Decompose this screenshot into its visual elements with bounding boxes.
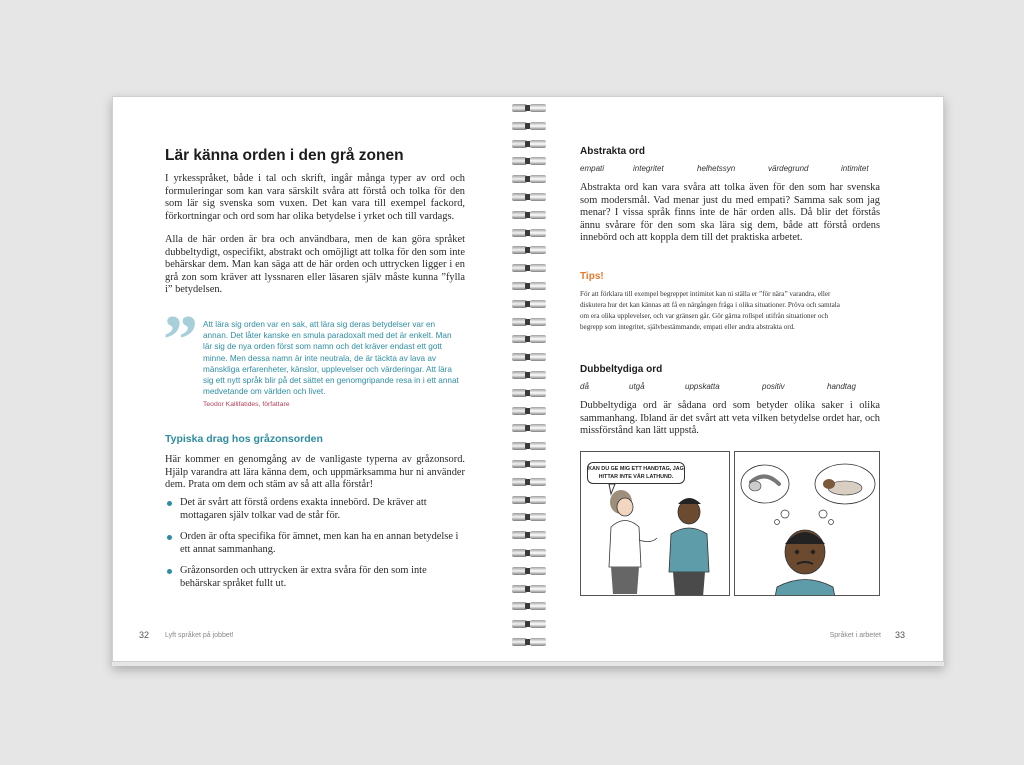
section-paragraph: Här kommer en genomgång av de vanligaste typerna av gråzonsord. Hjälp varandra att lära känna dem, och uppmärksamma hur ni använder dem. Prata om dem och stäm av så att alla förstår!	[165, 454, 465, 491]
abstract-word-list	[580, 164, 880, 176]
spiral-ring	[510, 371, 548, 379]
page-number-right: 33	[894, 630, 905, 640]
tips-heading: Tips!	[580, 271, 604, 282]
comic-panel-2	[734, 451, 880, 596]
spiral-ring	[510, 353, 548, 361]
spiral-ring	[510, 531, 548, 539]
example-word: då	[580, 382, 589, 391]
list-item	[165, 497, 465, 522]
spiral-ring	[510, 602, 548, 610]
quote-text: Att lära sig orden var en sak, att lära sig deras betydelser var en annan. Det låter kanske en smula paradoxalt med det är enkelt. Man lär sig de nya orden först som namn och det kräver endast ett gott minne. Men dessa namn är inte neutrala, de är täckta av lava av mänskliga erfarenheter, känslor, upplevelser och värderingar. Att lära sig ett nytt språk blir på det sättet en genomgripande resa in i ett annat medvetande om världen och livet.	[203, 320, 459, 397]
spiral-ring	[510, 282, 548, 290]
bullet-text: Gråzonsorden och uttrycken är extra svåra för den som inte behärskar språket fullt ut.	[180, 565, 427, 589]
spiral-ring	[510, 211, 548, 219]
example-word: integritet	[633, 164, 664, 173]
example-word: uppskatta	[685, 382, 720, 391]
spiral-ring	[510, 175, 548, 183]
footer-title-right: Språket i arbetet	[829, 632, 881, 639]
abstract-paragraph: Abstrakta ord kan vara svåra att tolka även för den som har svenska som modersmål. Vad menar just du med empati? Samma sak som jag menar? I vissa språk finns inte de här orden alls. Då blir det förstås ännu svårare för den som ska lära sig dem, både att förstå ordens innebörd och att koppla dem till det praktiska arbetet.	[580, 182, 880, 244]
spiral-ring	[510, 496, 548, 504]
example-word: helhetssyn	[697, 164, 736, 173]
intro-paragraph: I yrkesspråket, både i tal och skrift, ingår många typer av ord och formuleringar som kan vara särskilt svåra att förstå och tolka för den som lär sig svenska som vuxen. Det kan vara till exempel fackord, förkortningar och ord som har olika betydelse i yrket och till vardags.	[165, 173, 465, 222]
example-word: positiv	[762, 382, 785, 391]
bullet-text: Det är svårt att förstå ordens exakta innebörd. De kräver att mottagaren själv tolkar vad de står för.	[180, 497, 427, 521]
quote-author: Teodor Kallifatides, författare	[203, 401, 290, 408]
spiral-ring	[510, 229, 548, 237]
tips-text: För att förklara till exempel begreppet intimitet kan ni ställa er ”för nära” varandra, eller diskutera hur det kan kännas att få en närgången fråga i olika situationer. Pröva och samtala om era olika upplevelser, och var gränsen går. Gör gärna rollspel utifrån situationer och begrepp som integritet, självbestämmande, empati eller andra abstrakta ord.	[580, 290, 840, 331]
spiral-ring	[510, 460, 548, 468]
spiral-ring	[510, 585, 548, 593]
example-word: utgå	[629, 382, 645, 391]
bullet-icon	[167, 535, 172, 540]
second-paragraph: Alla de här orden är bra och användbara, men de kan göra språket dubbeltydigt, ospecifikt, abstrakt och omöjligt att tolka för den som inte behärskar dem. Man kan säga att de här orden och uttrycken ligger i en grå zon som kräver att lyssnaren eller läsaren själv måste kunna ”fylla i” betydelsen.	[165, 234, 465, 296]
spiral-ring	[510, 122, 548, 130]
spiral-ring	[510, 335, 548, 343]
speech-bubble: KAN DU GE MIG ETT HANDTAG, JAG HITTAR INTE VÅR LATHUND.	[587, 462, 685, 484]
spiral-ring	[510, 407, 548, 415]
page-heading: Lär känna orden i den grå zonen	[165, 147, 404, 164]
bullet-text: Orden är ofta specifika för ämnet, men kan ha en annan betydelse i ett annat sammanhang.	[180, 531, 459, 555]
spiral-ring	[510, 193, 548, 201]
spiral-ring	[510, 638, 548, 646]
bullet-icon	[167, 569, 172, 574]
open-spiral-book	[112, 96, 944, 666]
list-item	[165, 531, 465, 556]
comic-illustration-1	[581, 452, 730, 596]
ambiguous-heading: Dubbeltydiga ord	[580, 364, 663, 375]
spiral-ring	[510, 513, 548, 521]
bullet-icon	[167, 501, 172, 506]
comic-panel-1	[580, 451, 730, 596]
section-subheading: Typiska drag hos gråzonsorden	[165, 433, 323, 445]
list-item	[165, 565, 465, 590]
ambiguous-paragraph: Dubbeltydiga ord är sådana ord som betyder olika saker i olika sammanhang. Ibland är det svårt att veta vilken betydelse ordet har, och missförstånd kan lätt uppstå.	[580, 400, 880, 437]
bullet-list	[165, 497, 465, 600]
spiral-ring	[510, 549, 548, 557]
spiral-ring	[510, 246, 548, 254]
example-word: empati	[580, 164, 605, 173]
comic-illustration-2	[735, 452, 880, 596]
footer-title-left: Lyft språket på jobbet!	[165, 632, 234, 639]
spiral-ring	[510, 264, 548, 272]
spiral-ring	[510, 389, 548, 397]
quote-mark-icon: ”	[163, 302, 198, 379]
left-page	[112, 96, 528, 662]
spiral-ring	[510, 442, 548, 450]
spiral-binding	[510, 104, 550, 660]
spiral-ring	[510, 478, 548, 486]
spiral-ring	[510, 104, 548, 112]
ambiguous-word-list	[580, 382, 880, 394]
right-page	[528, 96, 944, 662]
abstract-heading: Abstrakta ord	[580, 146, 646, 157]
spiral-ring	[510, 424, 548, 432]
spiral-ring	[510, 157, 548, 165]
spiral-ring	[510, 300, 548, 308]
example-word: intimitet	[841, 164, 869, 173]
spiral-ring	[510, 318, 548, 326]
spiral-ring	[510, 140, 548, 148]
spiral-ring	[510, 567, 548, 575]
example-word: handtag	[827, 382, 856, 391]
page-number-left: 32	[139, 630, 150, 640]
example-word: värdegrund	[768, 164, 809, 173]
spiral-ring	[510, 620, 548, 628]
